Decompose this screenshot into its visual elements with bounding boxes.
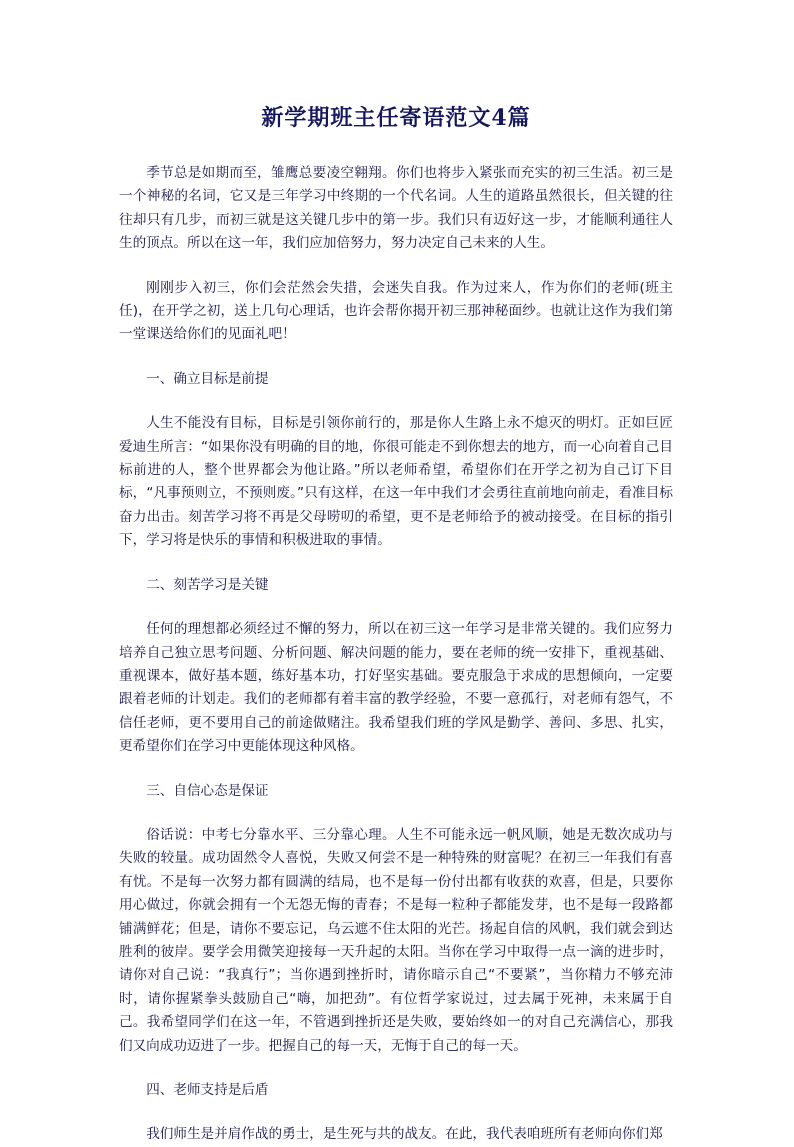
paragraph-goal: 人生不能没有目标，目标是引领你前行的，那是你人生路上永不熄灭的明灯。正如巨匠爱迪生所言：“如果你没有明确的目的地，你很可能走不到你想去的地方，而一心向着自己目标前进的人，整个世界都会为他让路。”所以老师希望，希望你们在开学之初为自己订下目标，“凡事预则立，不预则废。”只有这样，在这一年中我们才会勇往直前地向前走，看准目标奋力出击。刻苦学习将不再是父母唠叨的希望，更不是老师给予的被动接受。在目标的指引下，学习将是快乐的事情和积极进取的事情。 [119,415,673,549]
section-heading-confidence: 三、自信心态是保证 [146,782,269,799]
section-heading-study: 二、刻苦学习是关键 [146,576,269,593]
paragraph-support: 我们师生是并肩作战的勇士，是生死与共的战友。在此，我代表咱班所有老师向你们郑 [146,1126,663,1143]
paragraph-confidence: 俗话说：中考七分靠水平、三分靠心理。人生不可能永远一帆风顺，她是无数次成功与失败的较量。成功固然令人喜悦，失败又何尝不是一种特殊的财富呢？在初三一年我们有喜有忧。不是每一次努力都有圆满的结局，也不是每一份付出都有收获的欢喜，但是，只要你用心做过，你就会拥有一个无怨无悔的青春；不是每一粒种子都能发芽，也不是每一段路都铺满鲜花；但是，请你不要忘记，乌云遮不住太阳的光芒。扬起自信的风帆，我们就会到达胜利的彼岸。要学会用微笑迎接每一天升起的太阳。当你在学习中取得一点一滴的进步时，请你对自己说：“我真行”；当你遇到挫折时，请你暗示自己“不要紧”，当你精力不够充沛时，请你握紧拳头鼓励自己“嗨，加把劲”。有位哲学家说过，过去属于死神，未来属于自己。我希望同学们在这一年，不管遇到挫折还是失败，要始终如一的对自己充满信心，那我们又向成功迈进了一步。把握自己的每一天，无悔于自己的每一天。 [119,826,673,1054]
paragraph-intro: 季节总是如期而至，雏鹰总要凌空翱翔。你们也将步入紧张而充实的初三生活。初三是一个神秘的名词，它又是三年学习中终期的一个代名词。人生的道路虽然很长，但关键的往往却只有几步，而初三就是这关键几步中的第一步。我们只有迈好这一步，才能顺利通往人生的顶点。所以在这一年，我们应加倍努力，努力决定自己未来的人生。 [119,165,673,252]
section-heading-goal: 一、确立目标是前提 [146,370,269,387]
paragraph-greeting: 刚刚步入初三，你们会茫然会失措，会迷失自我。作为过来人，作为你们的老师(班主任)，在开学之初，送上几句心理话，也许会帮你揭开初三那神秘面纱。也就让这作为我们第一堂课送给你们的见面礼吧！ [119,279,673,343]
section-heading-support: 四、老师支持是后盾 [146,1082,269,1098]
document-title: 新学期班主任寄语范文4篇 [261,105,531,131]
paragraph-study: 任何的理想都必须经过不懈的努力，所以在初三这一年学习是非常关键的。我们应努力培养自己独立思考问题、分析问题、解决问题的能力，要在老师的统一安排下，重视基础、重视课本，做好基本题，练好基本功，打好坚实基础。要克服急于求成的思想倾向，一定要跟着老师的计划走。我们的老师都有着丰富的教学经验，不要一意孤行，对老师有怨气，不信任老师，更不要用自己的前途做赌注。我希望我们班的学风是勤学、善问、多思、扎实，更希望你们在学习中更能体现这种风格。 [119,621,673,755]
